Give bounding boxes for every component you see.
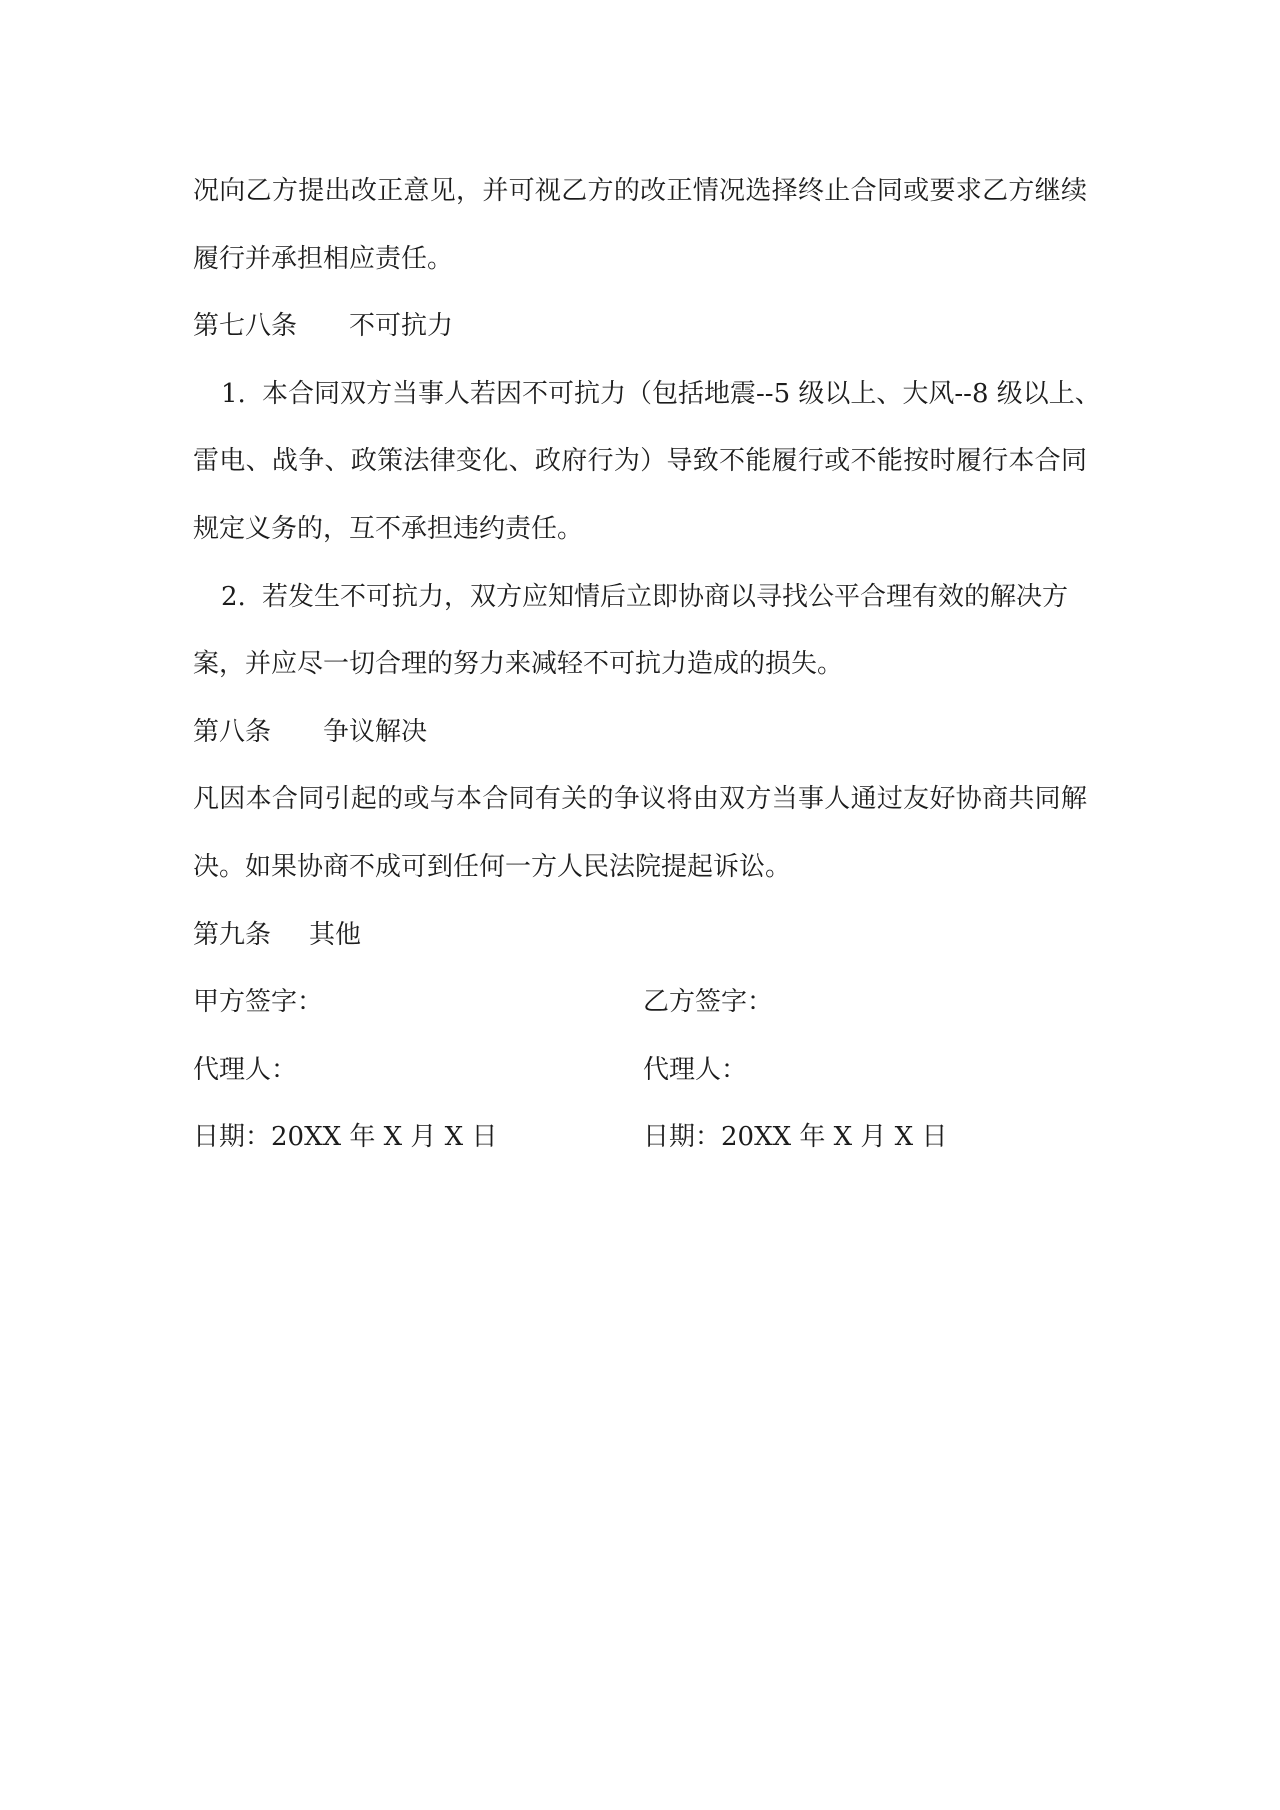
article-title: 其他	[309, 919, 362, 950]
clause-text: 本合同双方当事人若因不可抗力（包括地震--5 级以上、大风--8 级以上、	[262, 378, 1101, 409]
party-b-agent-label: 代理人：	[643, 1054, 748, 1085]
clause-1	[193, 361, 1101, 564]
article-heading-other	[193, 902, 1087, 970]
agent-row	[193, 1037, 1087, 1105]
party-a-agent-label: 代理人：	[193, 1054, 298, 1085]
document-body	[193, 158, 1101, 1172]
clause-index: 1.	[221, 378, 246, 409]
clause-text: 若发生不可抗力，双方应知情后立即协商以寻找公平合理有效的解决方	[262, 581, 1069, 612]
date-row	[193, 1104, 1087, 1172]
signature-row	[193, 969, 1087, 1037]
paragraph-line: 决。如果协商不成可到任何一方人民法院提起诉讼。	[193, 851, 792, 882]
paragraph-line: 履行并承担相应责任。	[193, 243, 454, 274]
previous-clause-continuation	[193, 158, 1087, 293]
clause-index: 2.	[221, 581, 246, 612]
paragraph-line: 规定义务的，互不承担违约责任。	[193, 513, 584, 544]
clause-2	[193, 564, 1087, 699]
dispute-paragraph	[193, 766, 1087, 901]
paragraph-line: 凡因本合同引起的或与本合同有关的争议将由双方当事人通过友好协商共同解	[193, 784, 1087, 815]
party-a-signature-label: 甲方签字：	[193, 987, 324, 1018]
clause-first-line	[193, 564, 1087, 632]
paragraph-line: 案，并应尽一切合理的努力来减轻不可抗力造成的损失。	[193, 649, 844, 680]
article-title: 争议解决	[323, 716, 428, 747]
signature-block	[193, 969, 1087, 1172]
article-number: 第七八条	[193, 311, 298, 342]
article-number: 第九条	[193, 919, 272, 950]
party-a-date: 日期：20XX 年 X 月 X 日	[193, 1122, 498, 1153]
paragraph-line: 雷电、战争、政策法律变化、政府行为）导致不能履行或不能按时履行本合同	[193, 446, 1087, 477]
party-b-date: 日期：20XX 年 X 月 X 日	[643, 1122, 948, 1153]
clause-first-line	[193, 361, 1101, 429]
article-heading-dispute	[193, 699, 1087, 767]
paragraph-line: 况向乙方提出改正意见，并可视乙方的改正情况选择终止合同或要求乙方继续	[193, 176, 1087, 206]
article-number: 第八条	[193, 716, 272, 747]
party-b-signature-label: 乙方签字：	[643, 987, 774, 1018]
article-heading-force-majeure	[193, 293, 1087, 361]
article-title: 不可抗力	[349, 311, 454, 342]
